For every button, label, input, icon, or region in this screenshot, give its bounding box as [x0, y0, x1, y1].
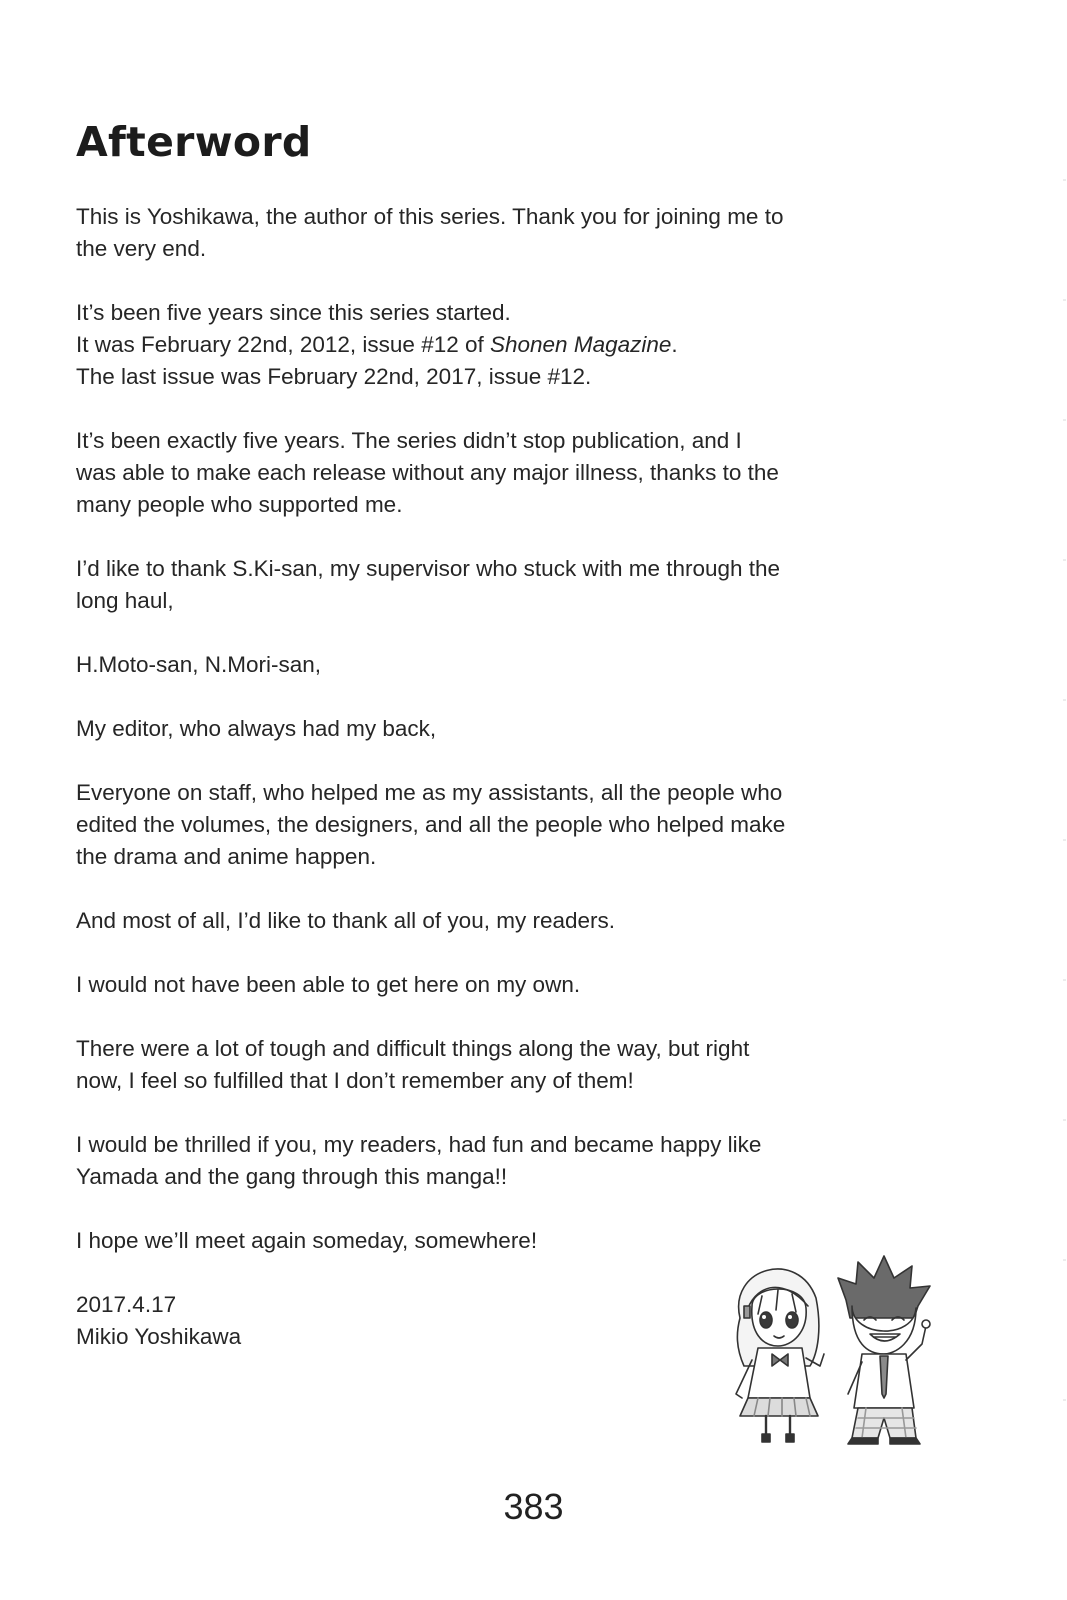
text-line: It’s been exactly five years. The series didn’t stop publication, and I	[76, 428, 742, 453]
chibi-characters-icon	[718, 1248, 948, 1448]
paragraph-tough-things	[76, 1033, 906, 1097]
paragraph-thanks-names	[76, 649, 906, 681]
paragraph-history	[76, 297, 906, 393]
magazine-title: Shonen Magazine	[490, 332, 672, 357]
text-line: I would be thrilled if you, my readers, had fun and became happy like	[76, 1132, 762, 1157]
page-number: 383	[503, 1486, 564, 1527]
scan-edge-decoration	[1055, 0, 1067, 1600]
text-line: H.Moto-san, N.Mori-san,	[76, 652, 322, 677]
paragraph-not-alone	[76, 969, 906, 1001]
text-line: long haul,	[76, 588, 174, 613]
text-line: the drama and anime happen.	[76, 844, 377, 869]
text-line: I’d like to thank S.Ki-san, my supervisor who stuck with me through the	[76, 556, 781, 581]
chibi-girl-icon	[736, 1269, 824, 1442]
text-line: There were a lot of tough and difficult things along the way, but right	[76, 1036, 750, 1061]
text-line: And most of all, I’d like to thank all of you, my readers.	[76, 908, 616, 933]
text-line	[76, 329, 906, 361]
text-line: It’s been five years since this series started.	[76, 300, 511, 325]
paragraph-thrilled	[76, 1129, 906, 1193]
signature-date: 2017.4.17	[76, 1292, 177, 1317]
paragraph-thanks-supervisor	[76, 553, 906, 617]
text-line: now, I feel so fulfilled that I don’t remember any of them!	[76, 1068, 634, 1093]
page-title: Afterword	[76, 118, 312, 166]
paragraph-thanks-staff	[76, 777, 906, 873]
paragraph-five-years	[76, 425, 906, 521]
text-line: Yamada and the gang through this manga!!	[76, 1164, 508, 1189]
text-line: The last issue was February 22nd, 2017, issue #12.	[76, 364, 592, 389]
text-line: Everyone on staff, who helped me as my assistants, all the people who	[76, 780, 783, 805]
paragraph-intro	[76, 201, 906, 265]
afterword-body	[76, 201, 906, 1353]
paragraph-thanks-editor	[76, 713, 906, 745]
text-line: I would not have been able to get here on my own.	[76, 972, 581, 997]
text-line: the very end.	[76, 236, 207, 261]
text-line: This is Yoshikawa, the author of this series. Thank you for joining me to	[76, 204, 784, 229]
signature-author: Mikio Yoshikawa	[76, 1324, 242, 1349]
text-line: My editor, who always had my back,	[76, 716, 437, 741]
text-line: many people who supported me.	[76, 492, 403, 517]
paragraph-thanks-readers	[76, 905, 906, 937]
chibi-boy-icon	[838, 1256, 930, 1444]
text-line: I hope we’ll meet again someday, somewhere!	[76, 1228, 538, 1253]
text-fragment: It was February 22nd, 2012, issue #12 of	[76, 332, 490, 357]
text-line: was able to make each release without any major illness, thanks to the	[76, 460, 779, 485]
text-line: edited the volumes, the designers, and all the people who helped make	[76, 812, 786, 837]
text-fragment: .	[671, 332, 678, 357]
